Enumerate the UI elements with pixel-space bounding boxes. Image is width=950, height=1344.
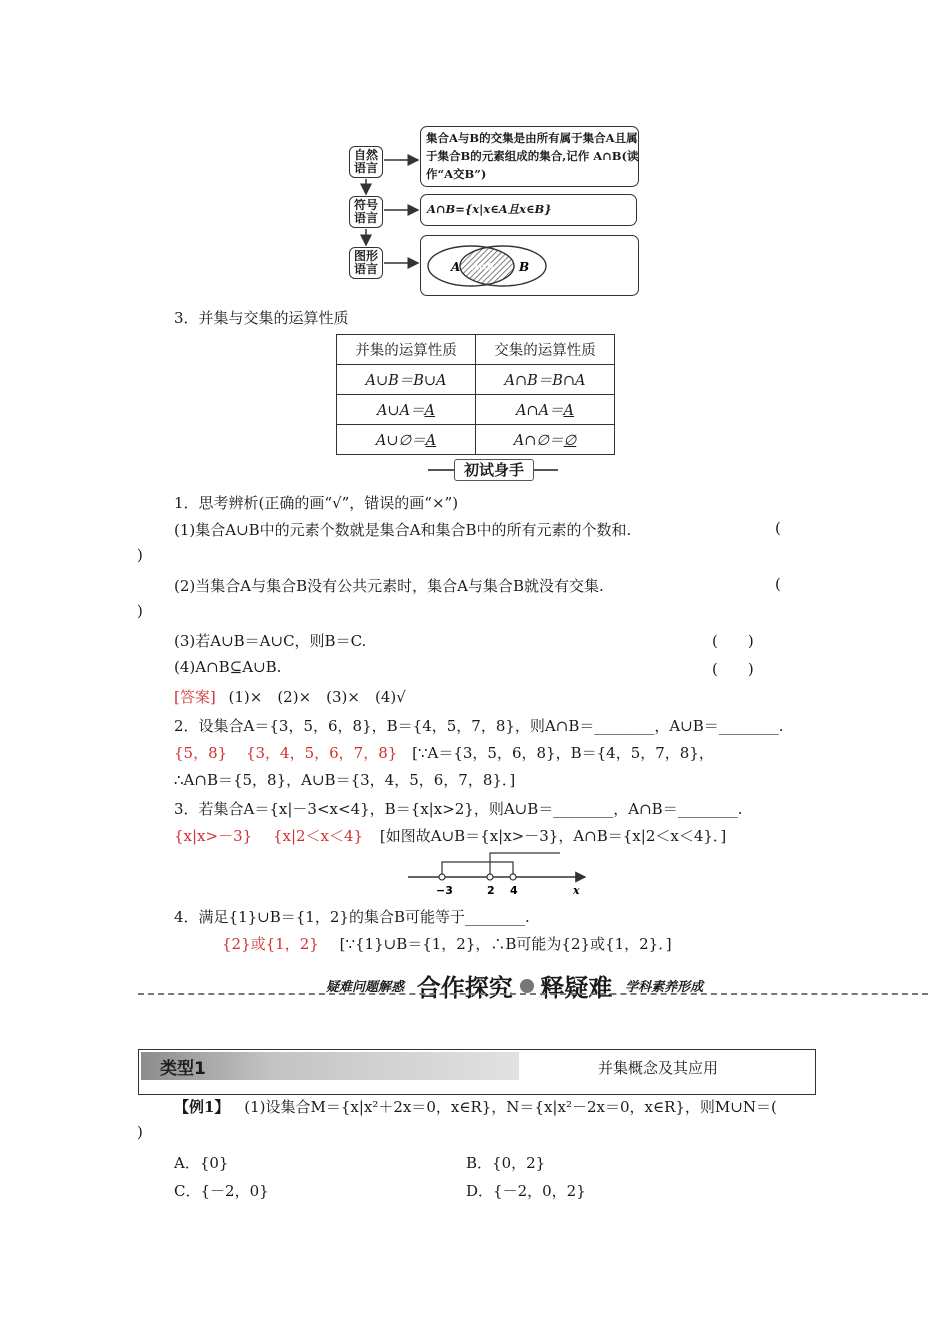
q1-item-4: (4)A∩B⊆A∪B.	[174, 658, 282, 676]
banner-mid-2: 释疑难	[540, 974, 613, 1002]
q1-paren-close-1: )	[137, 546, 143, 564]
q2-explain-2: ∴A∩B＝{5，8}，A∪B＝{3，4，5，6，7，8}．]	[174, 771, 516, 789]
option-c: C．{－2，0}	[174, 1182, 269, 1200]
table-header-intersection: 交集的运算性质	[476, 335, 615, 365]
q2-stem: 2．设集合A＝{3，5，6，8}，B＝{4，5，7，8}，则A∩B＝________，A∪B＝________.	[174, 717, 784, 735]
tick-label: 2	[487, 884, 495, 897]
table-cell: A∩A＝A	[476, 395, 615, 425]
properties-table	[336, 334, 615, 455]
q4-answer	[222, 933, 672, 954]
table-header-union: 并集的运算性质	[337, 335, 476, 365]
q1-paren-3: ( )	[712, 632, 754, 650]
banner-right: 学科素养形成	[625, 980, 704, 995]
natural-text-line-1: 集合A与B的交集是由所有属于集合A且属	[426, 131, 638, 145]
q3-ans-2: {x|2＜x＜4}	[272, 827, 364, 845]
table-cell: A∪∅＝A	[337, 425, 476, 455]
graph-language-label: 图形 语言	[349, 247, 383, 279]
q2-ans-1: {5，8}	[174, 744, 228, 762]
table-cell: A∪A＝A	[337, 395, 476, 425]
q1-stem: 1．思考辨析(正确的画“√”，错误的画“×”)	[174, 494, 459, 512]
q1-answer-text: (1)× (2)× (3)× (4)√	[228, 688, 406, 706]
section-divider	[138, 993, 928, 995]
natural-language-label: 自然 语言	[349, 146, 383, 178]
q1-answer	[174, 686, 406, 707]
q2-answer	[174, 742, 714, 763]
q1-paren-close-2: )	[137, 602, 143, 620]
tick-label: −3	[436, 884, 453, 897]
q1-item-3: (3)若A∪B＝A∪C，则B＝C.	[174, 632, 367, 650]
q4-explain: [∵{1}∪B＝{1，2}，∴B可能为{2}或{1，2}．]	[339, 935, 672, 953]
venn-label-a: A	[451, 260, 461, 274]
q1-item-1: (1)集合A∪B中的元素个数就是集合A和集合B中的所有元素的个数和.	[174, 521, 632, 539]
option-a: A．{0}	[174, 1154, 229, 1172]
q1-item-2: (2)当集合A与集合B没有公共元素时，集合A与集合B就没有交集.	[174, 577, 604, 595]
try-banner	[428, 459, 558, 481]
q4-ans: {2}或{1，2}	[222, 935, 319, 953]
natural-language-box	[420, 126, 639, 187]
number-line	[405, 848, 595, 898]
symbol-language-box	[420, 194, 637, 226]
type-1-label: 类型1	[160, 1059, 206, 1079]
type-1-title: 并集概念及其应用	[598, 1059, 719, 1077]
try-banner-text: 初试身手	[454, 459, 534, 481]
example-1-text: (1)设集合M＝{x|x²＋2x＝0，x∈R}，N＝{x|x²－2x＝0，x∈R}，则M∪N＝(	[244, 1098, 777, 1116]
q4-stem: 4．满足{1}∪B＝{1，2}的集合B可能等于________.	[174, 908, 530, 926]
table-cell: A∩∅＝∅	[476, 425, 615, 455]
q2-explain-1: [∵A＝{3，5，6，8}，B＝{4，5，7，8}，	[412, 744, 714, 762]
q2-ans-2: {3，4，5，6，7，8}	[245, 744, 398, 762]
natural-text-line-3: 作“A交B”)	[426, 167, 487, 181]
venn-label-b: B	[519, 260, 530, 274]
table-cell: A∪B＝B∪A	[337, 365, 476, 395]
example-1-close: )	[137, 1123, 143, 1141]
tick-label: 4	[510, 884, 518, 897]
answer-label: [答案]	[174, 688, 216, 706]
banner-left: 疑难问题解惑	[326, 980, 405, 995]
q1-paren-4: ( )	[712, 660, 754, 678]
q3-stem: 3．若集合A＝{x|－3<x<4}，B＝{x|x>2}，则A∪B＝________，A∩B＝________.	[174, 800, 743, 818]
section-banner	[326, 968, 703, 1003]
q3-ans-1: {x|x>－3}	[174, 827, 253, 845]
graph-language-box	[420, 235, 639, 296]
axis-label: x	[573, 884, 580, 897]
q3-answer	[174, 825, 726, 846]
table-cell: A∩B＝B∩A	[476, 365, 615, 395]
banner-arrow-icon	[520, 979, 534, 993]
q1-paren-open-2: (	[775, 575, 781, 593]
venn-diagram	[421, 236, 638, 295]
natural-text-line-2: 于集合B的元素组成的集合,记作 A∩B(读	[426, 149, 639, 163]
q1-paren-open-1: (	[775, 519, 781, 537]
symbol-language-label: 符号 语言	[349, 196, 383, 228]
option-d: D．{－2，0，2}	[466, 1182, 586, 1200]
section-3-title: 3．并集与交集的运算性质	[174, 309, 349, 327]
banner-mid-1: 合作探究	[416, 974, 513, 1002]
q3-explain: [如图故A∪B＝{x|x>－3}，A∩B＝{x|2＜x＜4}．]	[379, 827, 727, 845]
example-1-label: 【例1】	[174, 1098, 230, 1116]
venn-label-ab: A∩B	[472, 263, 495, 273]
example-1-stem	[174, 1096, 777, 1117]
option-b: B．{0，2}	[466, 1154, 546, 1172]
symbol-text: A∩B={x|x∈A且x∈B}	[427, 202, 552, 216]
